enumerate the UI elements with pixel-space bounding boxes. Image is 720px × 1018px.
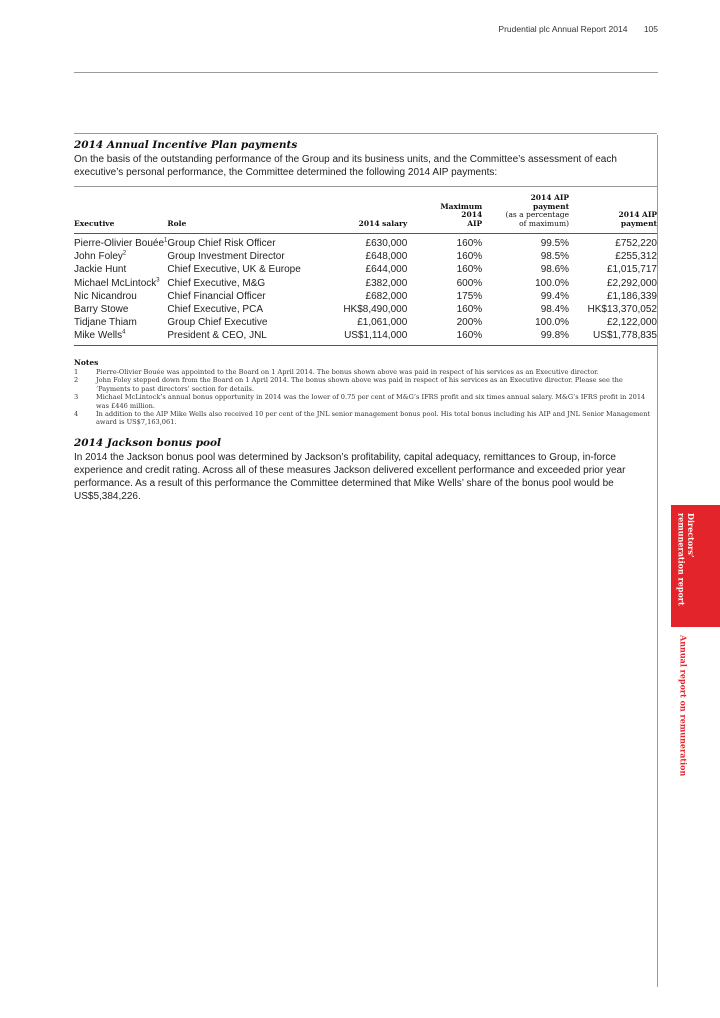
payment-cell: £1,015,717 bbox=[606, 264, 657, 276]
payment-cell: £1,186,339 bbox=[606, 290, 657, 302]
max-aip-cell: 600% bbox=[456, 277, 483, 289]
payment-pct-cell: 98.5% bbox=[540, 251, 570, 263]
footnote-ref: 4 bbox=[122, 330, 126, 337]
payment-cell: £752,220 bbox=[615, 238, 657, 249]
payment-cell: HK$13,370,052 bbox=[587, 304, 657, 316]
table-row bbox=[74, 316, 657, 329]
main-content bbox=[74, 133, 657, 503]
margin-divider bbox=[657, 135, 658, 987]
payment-pct-cell: 100.0% bbox=[535, 317, 570, 329]
jackson-section bbox=[74, 437, 657, 503]
note-item bbox=[74, 410, 657, 427]
executive-name: Nic Nicandrou bbox=[74, 290, 137, 302]
col-role: Role bbox=[167, 218, 187, 228]
salary-cell: £382,000 bbox=[365, 277, 408, 289]
note-text: Pierre-Olivier Bouée was appointed to the Board on 1 April 2014. The bonus shown above was paid in respect of his services as an Executive director. bbox=[96, 368, 599, 377]
max-aip-cell: 160% bbox=[456, 304, 483, 316]
aip-intro: On the basis of the outstanding performance of the Group and its business units, and the Committee’s assessment of each executive’s personal performance, the Committee determined the following 2014 AIP payments: bbox=[74, 154, 617, 178]
executive-role: Group Chief Executive bbox=[167, 317, 268, 329]
header-divider bbox=[74, 72, 658, 73]
max-aip-cell: 160% bbox=[456, 330, 483, 342]
executive-name: Barry Stowe bbox=[74, 304, 129, 316]
max-aip-cell: 200% bbox=[456, 317, 483, 329]
payment-cell: £2,122,000 bbox=[606, 317, 657, 329]
salary-cell: £682,000 bbox=[365, 290, 408, 302]
executive-name: John Foley$^2$ bbox=[74, 250, 127, 263]
section-rule bbox=[74, 133, 657, 134]
executive-role: Chief Executive, UK & Europe bbox=[167, 264, 301, 276]
footnote-ref: 2 bbox=[122, 250, 127, 257]
executive-role: Group Chief Risk Officer bbox=[167, 238, 276, 249]
executive-name: Michael McLintock$^3$ bbox=[74, 277, 160, 289]
executive-role: President & CEO, JNL bbox=[167, 330, 267, 342]
col-payment-pct: 2014 AIP payment (as a percentage of maximum) bbox=[505, 193, 570, 228]
table-row bbox=[74, 250, 657, 263]
executive-role: Chief Financial Officer bbox=[167, 290, 266, 302]
col-payment: 2014 AIP payment bbox=[618, 210, 657, 228]
max-aip-cell: 175% bbox=[456, 290, 483, 302]
payment-pct-cell: 99.4% bbox=[540, 290, 570, 302]
note-item bbox=[74, 376, 657, 393]
executive-role: Chief Executive, PCA bbox=[167, 304, 263, 316]
col-executive: Executive bbox=[74, 218, 115, 228]
col-max-aip: Maximum 2014 AIP bbox=[440, 201, 483, 228]
payment-pct-cell: 99.8% bbox=[540, 330, 570, 342]
note-text: Michael McLintock’s annual bonus opportunity in 2014 was the lower of 0.75 per cent of M&G’s IFRS profit and six times annual salary. M&G’s IFRS profit in 2014 was £446 million. bbox=[96, 393, 646, 410]
note-text: John Foley stepped down from the Board on 1 April 2014. The bonus shown above was paid in respect of his services as an Executive director. Please see the ‘Payments to past directors’ section for details. bbox=[96, 376, 623, 393]
notes-block bbox=[74, 359, 657, 427]
executive-name: Jackie Hunt bbox=[74, 264, 127, 276]
aip-payments-table bbox=[74, 186, 657, 346]
table-row bbox=[74, 277, 657, 290]
max-aip-cell: 160% bbox=[456, 238, 483, 249]
table-row bbox=[74, 263, 657, 276]
payment-cell: £2,292,000 bbox=[606, 277, 657, 289]
payment-cell: £255,312 bbox=[615, 251, 657, 263]
note-number: 1 bbox=[74, 368, 79, 377]
notes-title: Notes bbox=[74, 357, 99, 367]
executive-name: Tidjane Thiam bbox=[74, 317, 137, 329]
side-tab-active-label: Directors’ remuneration report bbox=[676, 513, 696, 606]
table-row bbox=[74, 290, 657, 303]
salary-cell: £630,000 bbox=[365, 238, 408, 249]
payment-pct-cell: 98.6% bbox=[540, 264, 570, 276]
note-item bbox=[74, 393, 657, 410]
payment-pct-cell: 100.0% bbox=[535, 277, 570, 289]
payment-cell: US$1,778,835 bbox=[593, 330, 657, 342]
jackson-text: In 2014 the Jackson bonus pool was determined by Jackson’s profitability, capital adequacy, remittances to Group, in-force experience and credit rating. Across all of these measures Jackson delivered excellent performance and exceeded prior year performance. As a result of this performance the Committee determined that Mike Wells’ share of the bonus pool would be US$5,384,226. bbox=[74, 451, 626, 502]
note-number: 2 bbox=[74, 376, 79, 385]
page-number: 105 bbox=[643, 24, 658, 34]
executive-role: Group Investment Director bbox=[167, 251, 285, 263]
table-header-row bbox=[74, 187, 657, 234]
note-number: 3 bbox=[74, 393, 79, 402]
note-item bbox=[74, 368, 657, 376]
payment-pct-cell: 98.4% bbox=[540, 304, 570, 316]
executive-name: Pierre-Olivier Bouée$^1$ bbox=[74, 237, 168, 249]
table-row bbox=[74, 329, 657, 345]
note-number: 4 bbox=[74, 410, 79, 419]
side-tab-section-label[interactable]: Annual report on remuneration bbox=[678, 635, 689, 777]
max-aip-cell: 160% bbox=[456, 264, 483, 276]
executive-name: Mike Wells$^4$ bbox=[74, 330, 126, 342]
jackson-section-title: 2014 Jackson bonus pool bbox=[74, 436, 222, 449]
table-row bbox=[74, 234, 657, 251]
header-company: Prudential plc Annual Report 2014 bbox=[498, 24, 628, 34]
aip-section-title: 2014 Annual Incentive Plan payments bbox=[74, 139, 298, 151]
footnote-ref: 1 bbox=[164, 237, 168, 244]
page-header bbox=[0, 24, 658, 34]
payment-pct-cell: 99.5% bbox=[540, 238, 570, 249]
footnote-ref: 3 bbox=[156, 277, 160, 284]
salary-cell: HK$8,490,000 bbox=[343, 304, 408, 316]
executive-role: Chief Executive, M&G bbox=[167, 277, 266, 289]
note-text: In addition to the AIP Mike Wells also received 10 per cent of the JNL senior management bonus pool. His total bonus including his AIP and JNL Senior Management award is US$7,163,061. bbox=[96, 410, 651, 427]
table-row bbox=[74, 303, 657, 316]
salary-cell: £644,000 bbox=[365, 264, 408, 276]
salary-cell: £648,000 bbox=[365, 251, 408, 263]
salary-cell: £1,061,000 bbox=[357, 317, 408, 329]
max-aip-cell: 160% bbox=[456, 251, 483, 263]
col-salary: 2014 salary bbox=[358, 218, 408, 228]
salary-cell: US$1,114,000 bbox=[344, 330, 408, 342]
